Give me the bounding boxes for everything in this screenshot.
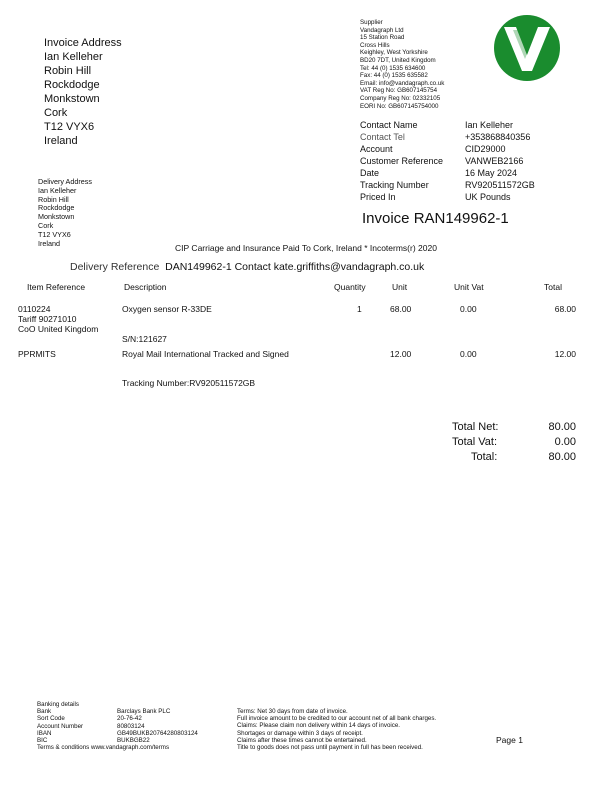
company-logo xyxy=(493,14,561,82)
invoice-info xyxy=(360,119,535,203)
banking-row xyxy=(37,723,198,730)
info-label: Contact Name xyxy=(360,120,418,130)
info-label: Customer Reference xyxy=(360,156,444,166)
info-row xyxy=(360,179,535,191)
info-label: Priced In xyxy=(360,192,396,202)
page-number: Page 1 xyxy=(496,735,523,745)
item-reference: 0110224 xyxy=(18,304,51,314)
delivery-reference-value: DAN149962-1 Contact kate.griffiths@vandagraph.co.uk xyxy=(165,261,425,273)
info-value: Ian Kelleher xyxy=(465,120,514,130)
info-value: VANWEB2166 xyxy=(465,156,524,166)
banking-details xyxy=(37,701,198,751)
delivery-address-line: Ian Kelleher xyxy=(38,185,77,195)
invoice-address-heading: Invoice Address xyxy=(44,37,122,49)
terms-line: Shortages or damage within 3 days of receipt. xyxy=(237,729,363,737)
delivery-address-line: Robin Hill xyxy=(38,194,69,204)
info-row xyxy=(360,143,535,155)
delivery-address-line: T12 VYX6 xyxy=(38,229,71,239)
column-header-description: Description xyxy=(124,282,167,292)
invoice-address-line: T12 VYX6 xyxy=(44,121,95,133)
item-country-of-origin: CoO United Kingdom xyxy=(18,324,99,334)
banking-row xyxy=(37,737,198,744)
invoice-address-line: Monkstown xyxy=(44,93,100,105)
supplier-line: Keighley, West Yorkshire xyxy=(360,49,428,57)
supplier-line: EORI No: GB607145754000 xyxy=(360,102,439,110)
banking-value: Barclays Bank PLC xyxy=(117,708,171,716)
banking-value: GB49BUKB20764280803124 xyxy=(117,729,198,737)
info-row xyxy=(360,167,535,179)
column-header-unit: Unit xyxy=(392,282,408,292)
supplier-line: Fax: 44 (0) 1535 635582 xyxy=(360,72,428,80)
info-label: Tracking Number xyxy=(360,180,429,190)
item-unit-vat: 0.00 xyxy=(460,304,477,314)
banking-value: 80803124 xyxy=(117,722,145,730)
supplier-line: Supplier xyxy=(360,19,383,26)
column-header-item: Item Reference xyxy=(27,282,86,292)
terms-line: Claims after these times cannot be entertained. xyxy=(237,736,367,744)
total-value: 80.00 xyxy=(548,451,576,463)
item-description: Royal Mail International Tracked and Signed xyxy=(122,349,289,359)
banking-label: BIC xyxy=(37,737,48,745)
supplier-line: VAT Reg No: GB607145754 xyxy=(360,87,438,95)
banking-label: IBAN xyxy=(37,729,52,737)
info-row xyxy=(360,119,535,131)
total-label: Total: xyxy=(471,451,498,463)
supplier-line: Vandagraph Ltd xyxy=(360,26,404,34)
delivery-address-line: Ireland xyxy=(38,238,60,248)
vandagraph-logo-icon xyxy=(493,14,561,82)
terms-line: Claims: Please claim non delivery within 14 days of invoice. xyxy=(237,722,401,730)
invoice-address-line: Robin Hill xyxy=(44,65,92,77)
delivery-address-line: Rockdodge xyxy=(38,203,75,213)
info-value: +353868840356 xyxy=(465,132,531,142)
invoice-address-line: Cork xyxy=(44,107,68,119)
item-total: 68.00 xyxy=(554,304,576,314)
info-label: Contact Tel xyxy=(360,132,405,142)
info-row xyxy=(360,155,535,167)
banking-label: Bank xyxy=(37,708,52,716)
column-header-total: Total xyxy=(544,282,562,292)
banking-row xyxy=(37,715,198,722)
supplier-line: Tel: 44 (0) 1535 634600 xyxy=(360,64,426,72)
item-quantity: 1 xyxy=(357,304,362,314)
delivery-reference-label: Delivery Reference xyxy=(70,261,160,273)
info-row xyxy=(360,191,535,203)
total-vat-label: Total Vat: xyxy=(452,436,498,448)
supplier-block xyxy=(360,19,444,110)
terms-line: Full invoice amount to be credited to our account net of all bank charges. xyxy=(237,715,437,723)
banking-value: 20-76-42 xyxy=(117,715,142,723)
info-value: RV920511572GB xyxy=(465,180,535,190)
invoice-address-line: Ian Kelleher xyxy=(44,51,103,63)
info-label: Account xyxy=(360,144,393,154)
banking-heading: Banking details xyxy=(37,701,79,708)
column-header-quantity: Quantity xyxy=(334,282,366,292)
terms-link[interactable]: Terms & conditions www.vandagraph.com/terms xyxy=(37,744,170,752)
delivery-address-heading: Delivery Address xyxy=(38,177,92,186)
terms-line: Title to goods does not pass until payment in full has been received. xyxy=(237,744,423,752)
banking-row xyxy=(37,708,198,715)
info-value: UK Pounds xyxy=(465,192,511,202)
supplier-line: 15 Station Road xyxy=(360,34,405,42)
delivery-address xyxy=(38,178,92,248)
item-reference: PPRMITS xyxy=(18,349,56,359)
item-serial: S/N:121627 xyxy=(122,334,167,344)
item-unit-price: 68.00 xyxy=(390,304,412,314)
terms-line: Terms: Net 30 days from date of invoice. xyxy=(237,708,348,715)
payment-terms xyxy=(237,708,436,751)
invoice-address-line: Rockdodge xyxy=(44,79,100,91)
delivery-address-line: Cork xyxy=(38,220,54,230)
incoterm-line: CIP Carriage and Insurance Paid To Cork, Ireland * Incoterms(r) 2020 xyxy=(175,243,437,253)
banking-value: BUKBGB22 xyxy=(117,737,150,745)
banking-label: Sort Code xyxy=(37,715,65,723)
supplier-line: Cross Hills xyxy=(360,41,390,49)
total-net-value: 80.00 xyxy=(548,421,576,433)
banking-row xyxy=(37,730,198,737)
item-unit-price: 12.00 xyxy=(390,349,412,359)
supplier-line: BD20 7DT, United Kingdom xyxy=(360,56,436,64)
total-net-label: Total Net: xyxy=(452,421,499,433)
item-description: Oxygen sensor R-33DE xyxy=(122,304,212,314)
invoice-title: Invoice RAN149962-1 xyxy=(362,210,509,227)
info-label: Date xyxy=(360,168,380,178)
info-row xyxy=(360,131,535,143)
item-tariff: Tariff 90271010 xyxy=(18,314,77,324)
row-item-cell xyxy=(18,304,98,334)
supplier-line: Company Reg No: 02332105 xyxy=(360,94,441,102)
item-tracking: Tracking Number:RV920511572GB xyxy=(122,378,256,388)
delivery-reference xyxy=(70,261,424,273)
invoice-address-line: Ireland xyxy=(44,135,78,147)
item-total: 12.00 xyxy=(554,349,576,359)
info-value: CID29000 xyxy=(465,144,506,154)
item-unit-vat: 0.00 xyxy=(460,349,477,359)
delivery-address-line: Monkstown xyxy=(38,212,75,222)
invoice-address xyxy=(44,36,122,148)
supplier-line: Email: info@vandagraph.co.uk xyxy=(360,79,445,87)
column-header-unit-vat: Unit Vat xyxy=(454,282,484,292)
total-vat-value: 0.00 xyxy=(554,436,576,448)
banking-label: Account Number xyxy=(37,722,84,730)
info-value: 16 May 2024 xyxy=(465,168,518,178)
